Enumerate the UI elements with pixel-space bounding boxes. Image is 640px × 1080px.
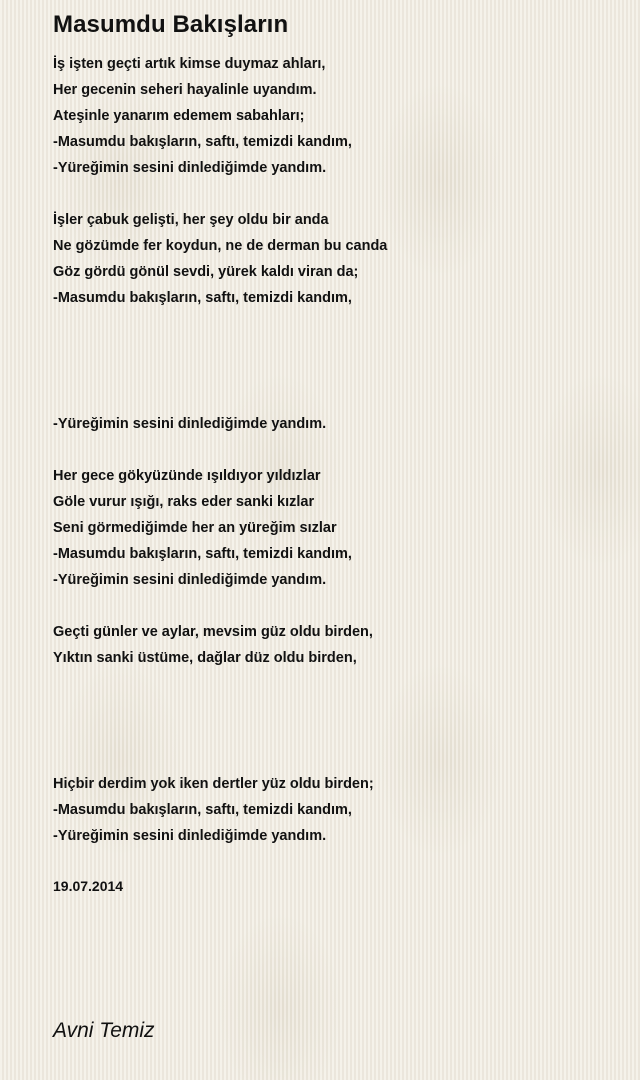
poem-line: Her gecenin seheri hayalinle uyandım. <box>53 82 317 98</box>
poem-line: Her gece gökyüzünde ışıldıyor yıldızlar <box>53 468 321 484</box>
poem-line: -Masumdu bakışların, saftı, temizdi kandım, <box>53 290 352 306</box>
poem-line: İşler çabuk gelişti, her şey oldu bir anda <box>53 212 329 228</box>
poem-line: Ne gözümde fer koydun, ne de derman bu canda <box>53 238 388 254</box>
poem-line: -Yüreğimin sesini dinlediğimde yandım. <box>53 828 327 844</box>
poem-line: -Yüreğimin sesini dinlediğimde yandım. <box>53 160 327 176</box>
poem-line: -Masumdu bakışların, saftı, temizdi kandım, <box>53 134 352 150</box>
poem-line: Ateşinle yanarım edemem sabahları; <box>53 108 305 124</box>
poem-title: Masumdu Bakışların <box>53 11 289 38</box>
poem-author: Avni Temiz <box>53 1019 155 1042</box>
poem-line: -Masumdu bakışların, saftı, temizdi kandım, <box>53 546 352 562</box>
poem-line: -Yüreğimin sesini dinlediğimde yandım. <box>53 572 327 588</box>
poem-line: Göz gördü gönül sevdi, yürek kaldı viran da; <box>53 264 359 280</box>
poem-line: Seni görmediğimde her an yüreğim sızlar <box>53 520 337 536</box>
poem-line: Geçti günler ve aylar, mevsim güz oldu birden, <box>53 624 373 640</box>
poem-line: Hiçbir derdim yok iken dertler yüz oldu birden; <box>53 776 374 792</box>
poem-line: -Yüreğimin sesini dinlediğimde yandım. <box>53 416 327 432</box>
poem-line: -Masumdu bakışların, saftı, temizdi kandım, <box>53 802 352 818</box>
poem-line: İş işten geçti artık kimse duymaz ahları, <box>53 56 326 72</box>
poem-line: Yıktın sanki üstüme, dağlar düz oldu birden, <box>53 650 357 666</box>
poem-line: Göle vurur ışığı, raks eder sanki kızlar <box>53 494 315 510</box>
poem-date: 19.07.2014 <box>53 878 124 894</box>
